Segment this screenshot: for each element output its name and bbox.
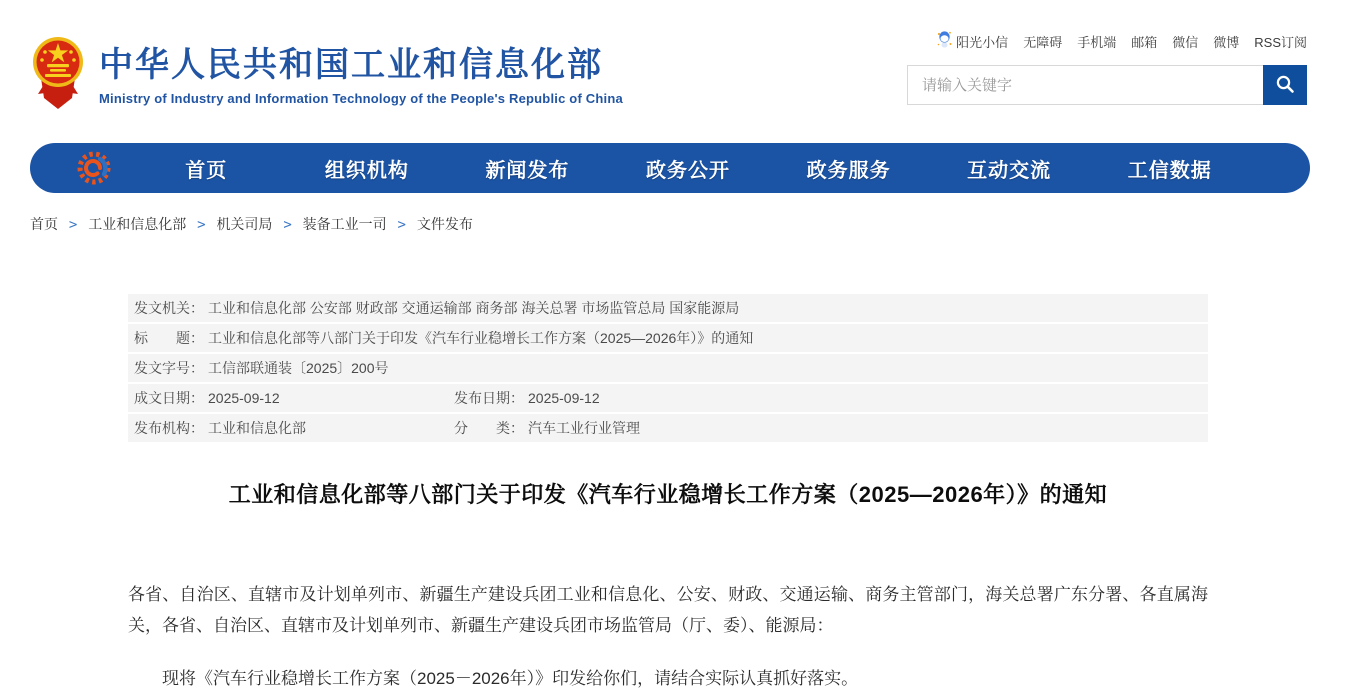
site-subtitle: Ministry of Industry and Information Technology of the People's Republic of China (99, 90, 623, 106)
written-date-value: 2025-09-12 (208, 390, 280, 406)
nav-item-organization[interactable]: 组织机构 (324, 159, 409, 182)
nav-item-interaction[interactable]: 互动交流 (967, 159, 1052, 182)
meta-row-title (128, 324, 1208, 352)
doc-number-value: 工信部联通装〔2025〕200号 (208, 360, 389, 376)
breadcrumb-separator: > (397, 217, 406, 233)
search-input[interactable] (908, 66, 1263, 104)
robot-mascot-icon (937, 31, 952, 51)
written-date-label: 成文日期： (134, 390, 204, 406)
utility-link-mail[interactable] (1131, 32, 1157, 51)
meta-row-doc-number (128, 354, 1208, 382)
site-logo-link[interactable] (33, 36, 623, 115)
utility-label-mail: 邮箱 (1131, 34, 1158, 50)
utility-links (907, 30, 1307, 52)
utility-link-accessibility[interactable] (1023, 32, 1062, 51)
breadcrumb (30, 214, 473, 234)
utility-link-rss[interactable] (1254, 32, 1307, 51)
article-title: 工业和信息化部等八部门关于印发《汽车行业稳增长工作方案（2025—2026年）》的通知 (228, 482, 1108, 507)
publish-org-label: 发布机构： (134, 420, 204, 436)
utility-link-weibo[interactable] (1213, 32, 1239, 51)
meta-row-issuing-org (128, 294, 1208, 322)
breadcrumb-current-page: 文件发布 (416, 216, 473, 232)
issuing-org-label: 发文机关： (134, 300, 204, 316)
category-value: 汽车工业行业管理 (528, 420, 640, 436)
meta-row-org-category (128, 414, 1208, 442)
breadcrumb-equipment-dept[interactable]: 装备工业一司 (302, 216, 387, 232)
utility-label-mobile: 手机端 (1077, 34, 1117, 50)
publish-date-value: 2025-09-12 (528, 390, 600, 406)
utility-link-mobile[interactable] (1077, 32, 1116, 51)
search-button[interactable] (1263, 65, 1307, 105)
category-label: 分 类： (454, 420, 524, 436)
doc-title-value: 工业和信息化部等八部门关于印发《汽车行业稳增长工作方案（2025—2026年）》的通知 (208, 330, 754, 346)
document-content (128, 294, 1208, 694)
utility-label-wechat: 微信 (1172, 34, 1199, 50)
nav-item-home[interactable]: 首页 (185, 159, 228, 182)
doc-title-label: 标 题： (134, 330, 204, 346)
article-paragraph-issuance: 现将《汽车行业稳增长工作方案（2025－2026年）》印发给你们，请结合实际认真抓好落实。 (162, 669, 859, 688)
utility-link-wechat[interactable] (1172, 32, 1198, 51)
main-nav (30, 143, 1310, 193)
issuing-org-value: 工业和信息化部 公安部 财政部 交通运输部 商务部 海关总署 市场监管总局 国家能源局 (208, 300, 740, 316)
nav-item-data[interactable]: 工信数据 (1127, 159, 1212, 182)
publish-date-label: 发布日期： (454, 390, 524, 406)
site-header (0, 0, 1367, 130)
breadcrumb-departments[interactable]: 机关司局 (216, 216, 273, 232)
meta-row-dates (128, 384, 1208, 412)
doc-number-label: 发文字号： (134, 360, 204, 376)
national-emblem-icon (33, 36, 83, 115)
breadcrumb-home[interactable]: 首页 (30, 216, 58, 232)
utility-label-accessibility: 无障碍 (1023, 34, 1063, 50)
nav-item-gov-services[interactable]: 政务服务 (806, 159, 891, 182)
site-title: 中华人民共和国工业和信息化部 (99, 45, 603, 84)
miit-gear-logo-icon[interactable] (76, 148, 116, 188)
utility-label-weibo: 微博 (1213, 34, 1240, 50)
breadcrumb-miit[interactable]: 工业和信息化部 (88, 216, 187, 232)
breadcrumb-separator: > (68, 217, 78, 233)
article-body (128, 579, 1208, 694)
utility-label-rss: RSS订阅 (1254, 34, 1307, 50)
search-bar (907, 65, 1307, 105)
nav-item-news[interactable]: 新闻发布 (485, 159, 570, 182)
nav-item-gov-disclosure[interactable]: 政务公开 (646, 159, 731, 182)
search-icon (1275, 74, 1295, 97)
utility-link-mascot[interactable] (937, 31, 1008, 51)
breadcrumb-separator: > (283, 217, 292, 233)
article-paragraph-recipients: 各省、自治区、直辖市及计划单列市、新疆生产建设兵团工业和信息化、公安、财政、交通运输、商务主管部门，海关总署广东分署、各直属海关，各省、自治区、直辖市及计划单列市、新疆生产建设兵团市场监管局（厅、委）、能源局： (128, 585, 1208, 635)
publish-org-value: 工业和信息化部 (208, 420, 306, 436)
utility-label-mascot: 阳光小信 (956, 34, 1009, 50)
breadcrumb-separator: > (197, 217, 206, 233)
